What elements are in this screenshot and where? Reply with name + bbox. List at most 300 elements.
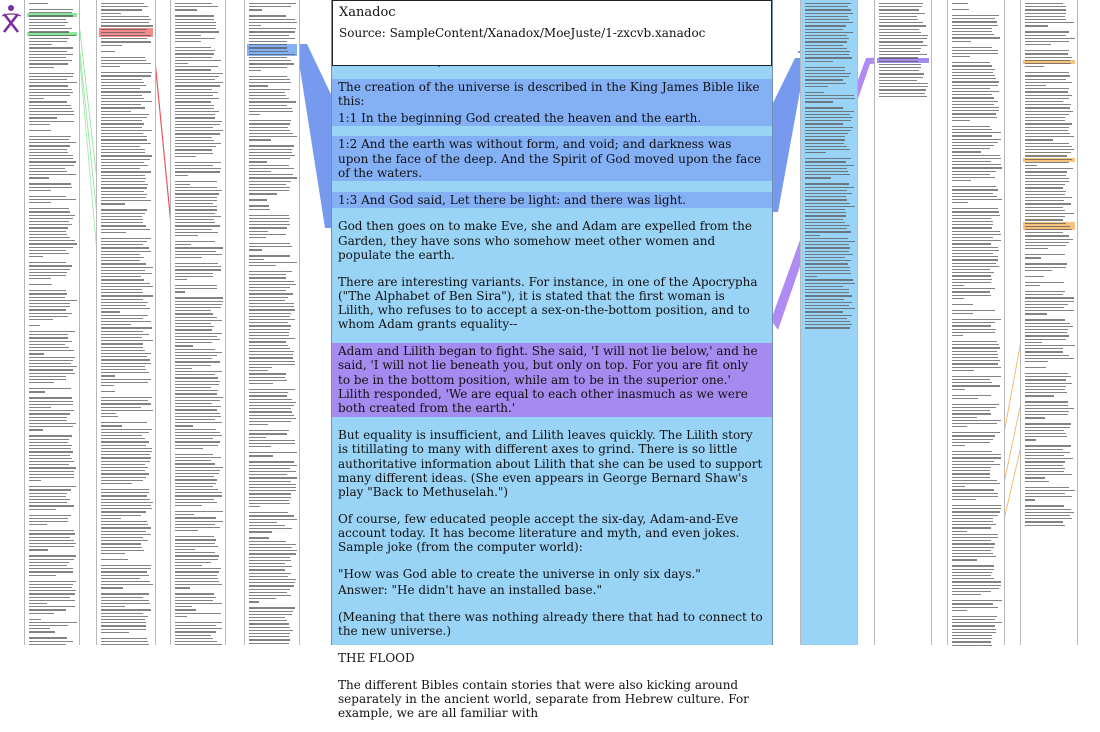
- thumbnail-text-line: [29, 537, 70, 538]
- thumbnail-text-line: [101, 45, 122, 46]
- thumbnail-text-line: [101, 299, 143, 300]
- thumbnail-text-line: [1025, 130, 1068, 131]
- thumbnail-text-line: [101, 146, 140, 147]
- thumbnail-text-line: [101, 311, 120, 312]
- document-body[interactable]: [332, 38, 772, 732]
- document-title: Xanadoc: [339, 5, 396, 20]
- thumbnail-text-line: [175, 448, 203, 449]
- thumbnail-text-line: [249, 335, 289, 336]
- thumbnail-text-line: [1025, 392, 1067, 393]
- thumbnail-text-line: [175, 108, 214, 109]
- thumbnail-text-line: [249, 127, 288, 128]
- thumbnail-text-line: [249, 528, 292, 529]
- thumbnail-text-line: [805, 267, 850, 268]
- thumbnail-text-line: [175, 35, 201, 36]
- doc-column-2[interactable]: [96, 0, 156, 645]
- thumbnail-text-line: [805, 29, 843, 30]
- thumbnail-text-line: [29, 130, 51, 131]
- thumbnail-text-line: [101, 302, 148, 303]
- thumbnail-text-line: [879, 77, 923, 78]
- thumbnail-text-line: [175, 631, 216, 632]
- thumbnail-text-line: [249, 452, 297, 453]
- thumbnail-text-line: [952, 524, 996, 525]
- doc-column-8[interactable]: [1020, 0, 1078, 645]
- doc-column-5[interactable]: [800, 0, 858, 645]
- thumbnail-text-line: [101, 622, 146, 623]
- thumbnail-text-line: [952, 53, 998, 54]
- thumbnail-text-line: [175, 492, 222, 493]
- thumbnail-text-line: [249, 313, 291, 314]
- thumbnail-text-line: [249, 461, 294, 462]
- thumbnail-text-line: [101, 407, 141, 408]
- thumbnail-text-line: [249, 271, 292, 272]
- thumbnail-text-line: [29, 565, 67, 566]
- thumbnail-text-line: [101, 187, 147, 188]
- thumbnail-text-line: [952, 645, 992, 646]
- thumbnail-text-line: [249, 171, 271, 172]
- thumbnail-text-line: [29, 22, 68, 23]
- thumbnail-text-line: [952, 543, 995, 544]
- thumbnail-text-line: [175, 416, 221, 417]
- thumbnail-text-line: [29, 606, 75, 607]
- thumbnail-text-line: [175, 276, 213, 277]
- doc-column-3[interactable]: [170, 0, 226, 645]
- doc-column-7[interactable]: [947, 0, 1005, 645]
- thumbnail-text-line: [249, 284, 296, 285]
- thumbnail-text-line: [175, 190, 222, 191]
- thumbnail-text-line: [1025, 313, 1047, 314]
- thumbnail-text-line: [249, 152, 292, 153]
- document-paragraph[interactable]: 1:2 And the earth was without form, and void; and darkness was upon the face of the deep. And the Spirit of God moved upon the face of the waters.: [332, 136, 772, 181]
- thumbnail-text-line: [101, 644, 149, 645]
- thumbnail-text-line: [952, 470, 990, 471]
- thumbnail-text-line: [805, 117, 853, 118]
- thumbnail-text-line: [101, 400, 148, 401]
- thumbnail-text-line: [879, 51, 920, 52]
- document-paragraph[interactable]: Of course, few educated people accept the six-day, Adam-and-Eve account today. It has become literature and myth, and even jokes. Sample joke (from the computer world):: [338, 511, 740, 555]
- thumbnail-text-line: [952, 3, 968, 4]
- thumbnail-text-line: [175, 377, 218, 378]
- thumbnail-text-line: [952, 376, 1001, 377]
- thumbnail-text-line: [29, 60, 72, 61]
- thumbnail-text-line: [101, 168, 140, 169]
- thumbnail-text-line: [805, 279, 853, 280]
- thumbnail-text-line: [805, 257, 845, 258]
- thumbnail-text-line: [249, 633, 290, 634]
- thumbnail-text-line: [175, 50, 215, 51]
- thumbnail-text-line: [952, 15, 999, 16]
- thumbnail-text-line: [101, 597, 143, 598]
- thumbnail-text-line: [101, 410, 153, 411]
- thumbnail-text-line: [101, 308, 150, 309]
- thumbnail-text-line: [249, 300, 285, 301]
- thumbnail-text-line: [29, 587, 72, 588]
- doc-column-4[interactable]: [244, 0, 300, 645]
- thumbnail-text-line: [29, 464, 69, 465]
- thumbnail-text-line: [1025, 101, 1063, 102]
- thumbnail-text-line: [101, 286, 153, 287]
- thumbnail-text-line: [249, 85, 268, 86]
- thumbnail-text-line: [249, 227, 287, 228]
- thumbnail-text-line: [175, 390, 218, 391]
- document-paragraph[interactable]: (Meaning that there was nothing already there that had to connect to the new universe.): [338, 610, 763, 639]
- thumbnail-text-line: [101, 366, 145, 367]
- thumbnail-text-line: [805, 283, 855, 284]
- thumbnail-text-line: [29, 284, 52, 285]
- thumbnail-text-line: [175, 41, 201, 42]
- thumbnail-text-line: [175, 301, 223, 302]
- thumbnail-text-line: [101, 82, 144, 83]
- thumbnail-text-line: [29, 584, 73, 585]
- thumbnail-text-line: [1025, 342, 1042, 343]
- thumbnail-text-line: [101, 584, 153, 585]
- thumbnail-text-line: [29, 474, 74, 475]
- thumbnail-text-line: [175, 397, 223, 398]
- thumbnail-text-line: [249, 136, 297, 137]
- thumbnail-text-line: [805, 98, 855, 99]
- thumbnail-text-line: [175, 524, 215, 525]
- thumbnail-text-line: [175, 200, 217, 201]
- thumbnail-text-line: [29, 165, 74, 166]
- thumbnail-text-line: [952, 161, 991, 162]
- thumbnail-text-line: [101, 461, 150, 462]
- thumbnail-text-line: [805, 254, 853, 255]
- thumbnail-text-line: [1025, 223, 1066, 224]
- thumbnail-text-line: [29, 152, 68, 153]
- thumbnail-text-line: [175, 117, 215, 118]
- thumbnail-text-line: [175, 502, 217, 503]
- document-paragraph[interactable]: There are interesting variants. For instance, in one of the Apocrypha ("The Alphabet of Ben Sira"), it is stated that the first woman is Lilith, who refuses to to accept a sex-on-the-bottom position, and to whom Adam grants equality--: [338, 274, 758, 332]
- thumbnail-text-line: [101, 219, 143, 220]
- thumbnail-text-line: [29, 278, 51, 279]
- thumbnail-text-line: [101, 200, 151, 201]
- thumbnail-text-line: [101, 524, 148, 525]
- thumbnail-text-line: [175, 320, 222, 321]
- document-paragraph[interactable]: But equality is insufficient, and Lilith leaves quickly. The Lilith story is titillating to many with different axes to grind. There is so little authoritative information about Lilith that she can be used to support many different ideas. (She even appears in George Bernard Shaw's play "Back to Methuselah."): [338, 427, 763, 500]
- thumbnail-text-line: [101, 9, 142, 10]
- thumbnail-text-line: [1025, 107, 1070, 108]
- thumbnail-text-line: [952, 78, 996, 79]
- thumbnail-text-line: [249, 595, 291, 596]
- thumbnail-text-line: [29, 631, 55, 632]
- thumbnail-text-line: [101, 117, 147, 118]
- document-paragraph[interactable]: 1:3 And God said, Let there be light: and there was light.: [332, 192, 772, 208]
- thumbnail-text-line: [175, 206, 217, 207]
- thumbnail-text-line: [952, 389, 965, 390]
- thumbnail-text-line: [952, 553, 993, 554]
- thumbnail-text-line: [952, 607, 998, 608]
- thumbnail-text-line: [952, 269, 990, 270]
- thumbnail-text-line: [1025, 335, 1069, 336]
- thumbnail-text-line: [101, 457, 151, 458]
- thumbnail-text-line: [1025, 239, 1073, 240]
- thumbnail-text-line: [175, 571, 219, 572]
- thumbnail-text-line: [952, 435, 995, 436]
- document-paragraph[interactable]: Adam and Lilith began to fight. She said, 'I will not lie below,' and he said, 'I will not lie beneath you, but only on top. For you are fit only to be in the bottom position, while am to be in the superior one.' Lilith responded, 'We are equal to each other inasmuch as we were both created from the earth.': [332, 343, 772, 416]
- thumbnail-text-line: [175, 326, 214, 327]
- thumbnail-text-line: [1025, 339, 1066, 340]
- thumbnail-text-line: [29, 410, 74, 411]
- thumbnail-text-line: [879, 16, 917, 17]
- thumbnail-text-line: [29, 79, 67, 80]
- thumbnail-text-line: [29, 496, 66, 497]
- thumbnail-text-line: [1025, 104, 1071, 105]
- thumbnail-text-line: [29, 19, 66, 20]
- document-paragraph[interactable]: God then goes on to make Eve, she and Adam are expelled from the Garden, they have sons who somehow meet other women and populate the earth.: [338, 219, 752, 262]
- thumbnail-text-line: [101, 222, 143, 223]
- document-paragraph[interactable]: 1:1 In the beginning God created the heaven and the earth.: [332, 110, 772, 126]
- thumbnail-text-line: [1025, 474, 1072, 475]
- thumbnail-text-line: [249, 477, 297, 478]
- thumbnail-text-line: [249, 430, 289, 431]
- thumbnail-text-line: [249, 465, 297, 466]
- thumbnail-text-line: [175, 355, 217, 356]
- thumbnail-text-line: [101, 619, 145, 620]
- thumbnail-text-line: [29, 451, 73, 452]
- thumbnail-text-line: [29, 63, 68, 64]
- thumbnail-text-line: [249, 487, 296, 488]
- thumbnail-text-line: [101, 244, 143, 245]
- thumbnail-text-line: [249, 168, 294, 169]
- thumbnail-text-line: [175, 406, 221, 407]
- doc-column-6[interactable]: [874, 0, 932, 645]
- thumbnail-text-line: [175, 121, 222, 122]
- thumbnail-text-line: [175, 73, 223, 74]
- thumbnail-text-line: [101, 375, 115, 376]
- thumbnail-text-line: [1025, 490, 1075, 491]
- thumbnail-text-line: [952, 47, 992, 48]
- thumbnail-text-line: [952, 155, 1000, 156]
- thumbnail-text-line: [101, 120, 142, 121]
- thumbnail-text-line: [29, 448, 71, 449]
- thumbnail-text-line: [1025, 242, 1069, 243]
- thumbnail-text-line: [29, 540, 74, 541]
- thumbnail-text-line: [29, 250, 66, 251]
- thumbnail-text-line: [101, 499, 150, 500]
- thumbnail-text-line: [952, 186, 996, 187]
- document-paragraph[interactable]: "How was God able to create the universe in only six days.": [338, 567, 701, 582]
- thumbnail-text-line: [101, 391, 115, 392]
- thumbnail-text-line: [1025, 373, 1068, 374]
- thumbnail-text-line: [952, 565, 994, 566]
- thumbnail-text-line: [249, 63, 294, 64]
- thumbnail-text-line: [805, 13, 853, 14]
- thumbnail-text-line: [101, 114, 149, 115]
- thumbnail-text-line: [29, 240, 75, 241]
- thumbnail-text-line: [101, 149, 145, 150]
- thumbnail-text-line: [1025, 229, 1072, 230]
- thumbnail-text-line: [175, 559, 218, 560]
- thumbnail-text-line: [101, 247, 149, 248]
- thumbnail-text-line: [29, 124, 50, 125]
- thumbnail-text-line: [952, 537, 998, 538]
- thumbnail-text-line: [879, 32, 921, 33]
- thumbnail-text-line: [29, 546, 74, 547]
- thumbnail-text-line: [1025, 423, 1071, 424]
- thumbnail-text-line: [175, 92, 218, 93]
- thumbnail-text-line: [249, 108, 292, 109]
- thumbnail-text-line: [879, 73, 924, 74]
- thumbnail-text-line: [1025, 245, 1066, 246]
- thumbnail-text-line: [101, 41, 151, 42]
- thumbnail-text-line: [952, 432, 1000, 433]
- thumbnail-text-line: [29, 397, 72, 398]
- thumbnail-text-line: [952, 581, 1001, 582]
- thumbnail-text-line: [1025, 433, 1066, 434]
- thumbnail-text-line: [249, 329, 290, 330]
- thumbnail-text-line: [175, 352, 222, 353]
- thumbnail-text-line: [175, 593, 214, 594]
- thumbnail-text-line: [249, 265, 276, 266]
- thumbnail-text-line: [952, 164, 1001, 165]
- thumbnail-text-line: [805, 16, 848, 17]
- document-paragraph[interactable]: THE FLOOD: [338, 651, 415, 666]
- thumbnail-text-line: [101, 13, 121, 14]
- thumbnail-text-line: [29, 67, 54, 68]
- thumbnail-text-line: [249, 215, 289, 216]
- thumbnail-text-line: [175, 225, 220, 226]
- thumbnail-text-line: [249, 553, 296, 554]
- thumbnail-text-line: [101, 251, 151, 252]
- thumbnail-text-line: [249, 277, 286, 278]
- document-paragraph[interactable]: The different Bibles contain stories that were also kicking around separately in the ancient world, separate from Hebrew culture. For example, we are all familiar with: [338, 677, 749, 721]
- doc-column-1[interactable]: [24, 0, 80, 645]
- thumbnail-text-line: [101, 133, 143, 134]
- thumbnail-text-line: [249, 255, 290, 256]
- thumbnail-text-line: [175, 57, 212, 58]
- thumbnail-text-line: [29, 376, 66, 377]
- thumbnail-text-line: [952, 97, 994, 98]
- thumbnail-text-line: [101, 3, 144, 4]
- thumbnail-text-line: [879, 25, 926, 26]
- thumbnail-text-line: [805, 187, 854, 188]
- thumbnail-text-line: [29, 515, 71, 516]
- thumbnail-text-line: [249, 221, 289, 222]
- thumbnail-text-line: [1025, 294, 1063, 295]
- thumbnail-text-line: [249, 383, 273, 384]
- thumbnail-text-line: [249, 440, 295, 441]
- thumbnail-text-line: [29, 637, 67, 638]
- thumbnail-text-line: [879, 89, 926, 90]
- thumbnail-text-line: [29, 25, 65, 26]
- thumbnail-text-line: [1025, 282, 1064, 283]
- thumbnail-text-line: [952, 279, 992, 280]
- thumbnail-text-line: [175, 597, 216, 598]
- thumbnail-text-line: [952, 550, 991, 551]
- thumbnail-text-line: [1025, 458, 1073, 459]
- thumbnail-text-line: [175, 445, 218, 446]
- thumbnail-text-line: [249, 351, 294, 352]
- thumbnail-text-line: [952, 34, 994, 35]
- thumbnail-text-line: [1025, 395, 1054, 396]
- thumbnail-text-line: [29, 555, 76, 556]
- thumbnail-text-line: [1025, 525, 1065, 526]
- thumbnail-text-line: [175, 15, 214, 16]
- thumbnail-text-line: [101, 334, 149, 335]
- thumbnail-text-line: [952, 420, 1001, 421]
- thumbnail-text-line: [249, 589, 290, 590]
- thumbnail-text-line: [952, 28, 992, 29]
- thumbnail-text-line: [1025, 75, 1070, 76]
- thumbnail-text-line: [101, 292, 143, 293]
- thumbnail-text-line: [249, 120, 291, 121]
- xanadoc-viewer[interactable]: [331, 0, 773, 721]
- thumbnail-text-line: [175, 313, 213, 314]
- thumbnail-text-line: [249, 592, 287, 593]
- thumbnail-text-line: [29, 603, 47, 604]
- thumbnail-text-line: [1025, 197, 1072, 198]
- thumbnail-text-line: [249, 490, 296, 491]
- thumbnail-text-line: [101, 578, 140, 579]
- thumbnail-text-line: [101, 267, 153, 268]
- thumbnail-text-line: [805, 190, 847, 191]
- thumbnail-text-line: [249, 623, 289, 624]
- thumbnail-text-line: [805, 51, 850, 52]
- thumbnail-text-line: [805, 92, 824, 93]
- thumbnail-text-line: [249, 325, 291, 326]
- thumbnail-text-line: [101, 369, 146, 370]
- thumbnail-text-line: [1025, 276, 1044, 277]
- thumbnail-text-line: [805, 235, 820, 236]
- thumbnail-text-line: [29, 190, 51, 191]
- thumbnail-text-line: [175, 114, 215, 115]
- thumbnail-text-line: [952, 196, 997, 197]
- thumbnail-text-line: [952, 285, 964, 286]
- thumbnail-text-line: [175, 146, 216, 147]
- thumbnail-text-line: [175, 101, 211, 102]
- thumbnail-text-line: [175, 403, 212, 404]
- thumbnail-text-line: [249, 95, 286, 96]
- thumbnail-text-line: [249, 627, 290, 628]
- thumbnail-text-line: [805, 86, 828, 87]
- thumbnail-text-line: [29, 187, 72, 188]
- thumbnail-text-line: [175, 133, 220, 134]
- thumbnail-text-line: [175, 66, 218, 67]
- thumbnail-text-line: [175, 304, 222, 305]
- thumbnail-text-line: [249, 560, 291, 561]
- thumbnail-text-line: [879, 41, 923, 42]
- document-paragraph[interactable]: Answer: "He didn't have an installed base.": [338, 583, 602, 598]
- thumbnail-text-line: [175, 536, 214, 537]
- thumbnail-text-line: [101, 209, 147, 210]
- thumbnail-text-line: [29, 331, 75, 332]
- thumbnail-text-line: [249, 585, 294, 586]
- thumbnail-text-line: [805, 61, 833, 62]
- thumbnail-text-line: [175, 219, 214, 220]
- thumbnail-text-line: [1025, 301, 1074, 302]
- thumbnail-text-line: [101, 127, 142, 128]
- thumbnail-text-line: [952, 370, 974, 371]
- thumbnail-text-line: [101, 464, 145, 465]
- thumbnail-text-line: [175, 419, 215, 420]
- thumbnail-text-line: [1025, 207, 1063, 208]
- thumbnail-text-line: [101, 91, 151, 92]
- thumbnail-text-line: [101, 477, 146, 478]
- xanadu-logo[interactable]: [1, 4, 23, 34]
- thumbnail-text-line: [879, 22, 923, 23]
- thumbnail-text-line: [249, 380, 287, 381]
- thumbnail-text-line: [1025, 414, 1068, 415]
- thumbnail-text-line: [29, 337, 68, 338]
- thumbnail-text-line: [1025, 411, 1069, 412]
- document-paragraph[interactable]: The creation of the universe is described in the King James Bible like this:: [332, 79, 772, 110]
- thumbnail-text-line: [175, 307, 221, 308]
- thumbnail-text-line: [175, 641, 217, 642]
- thumbnail-text-line: [952, 65, 992, 66]
- thumbnail-text-line: [175, 384, 219, 385]
- thumbnail-text-line: [29, 31, 69, 32]
- thumbnail-text-line: [1025, 436, 1067, 437]
